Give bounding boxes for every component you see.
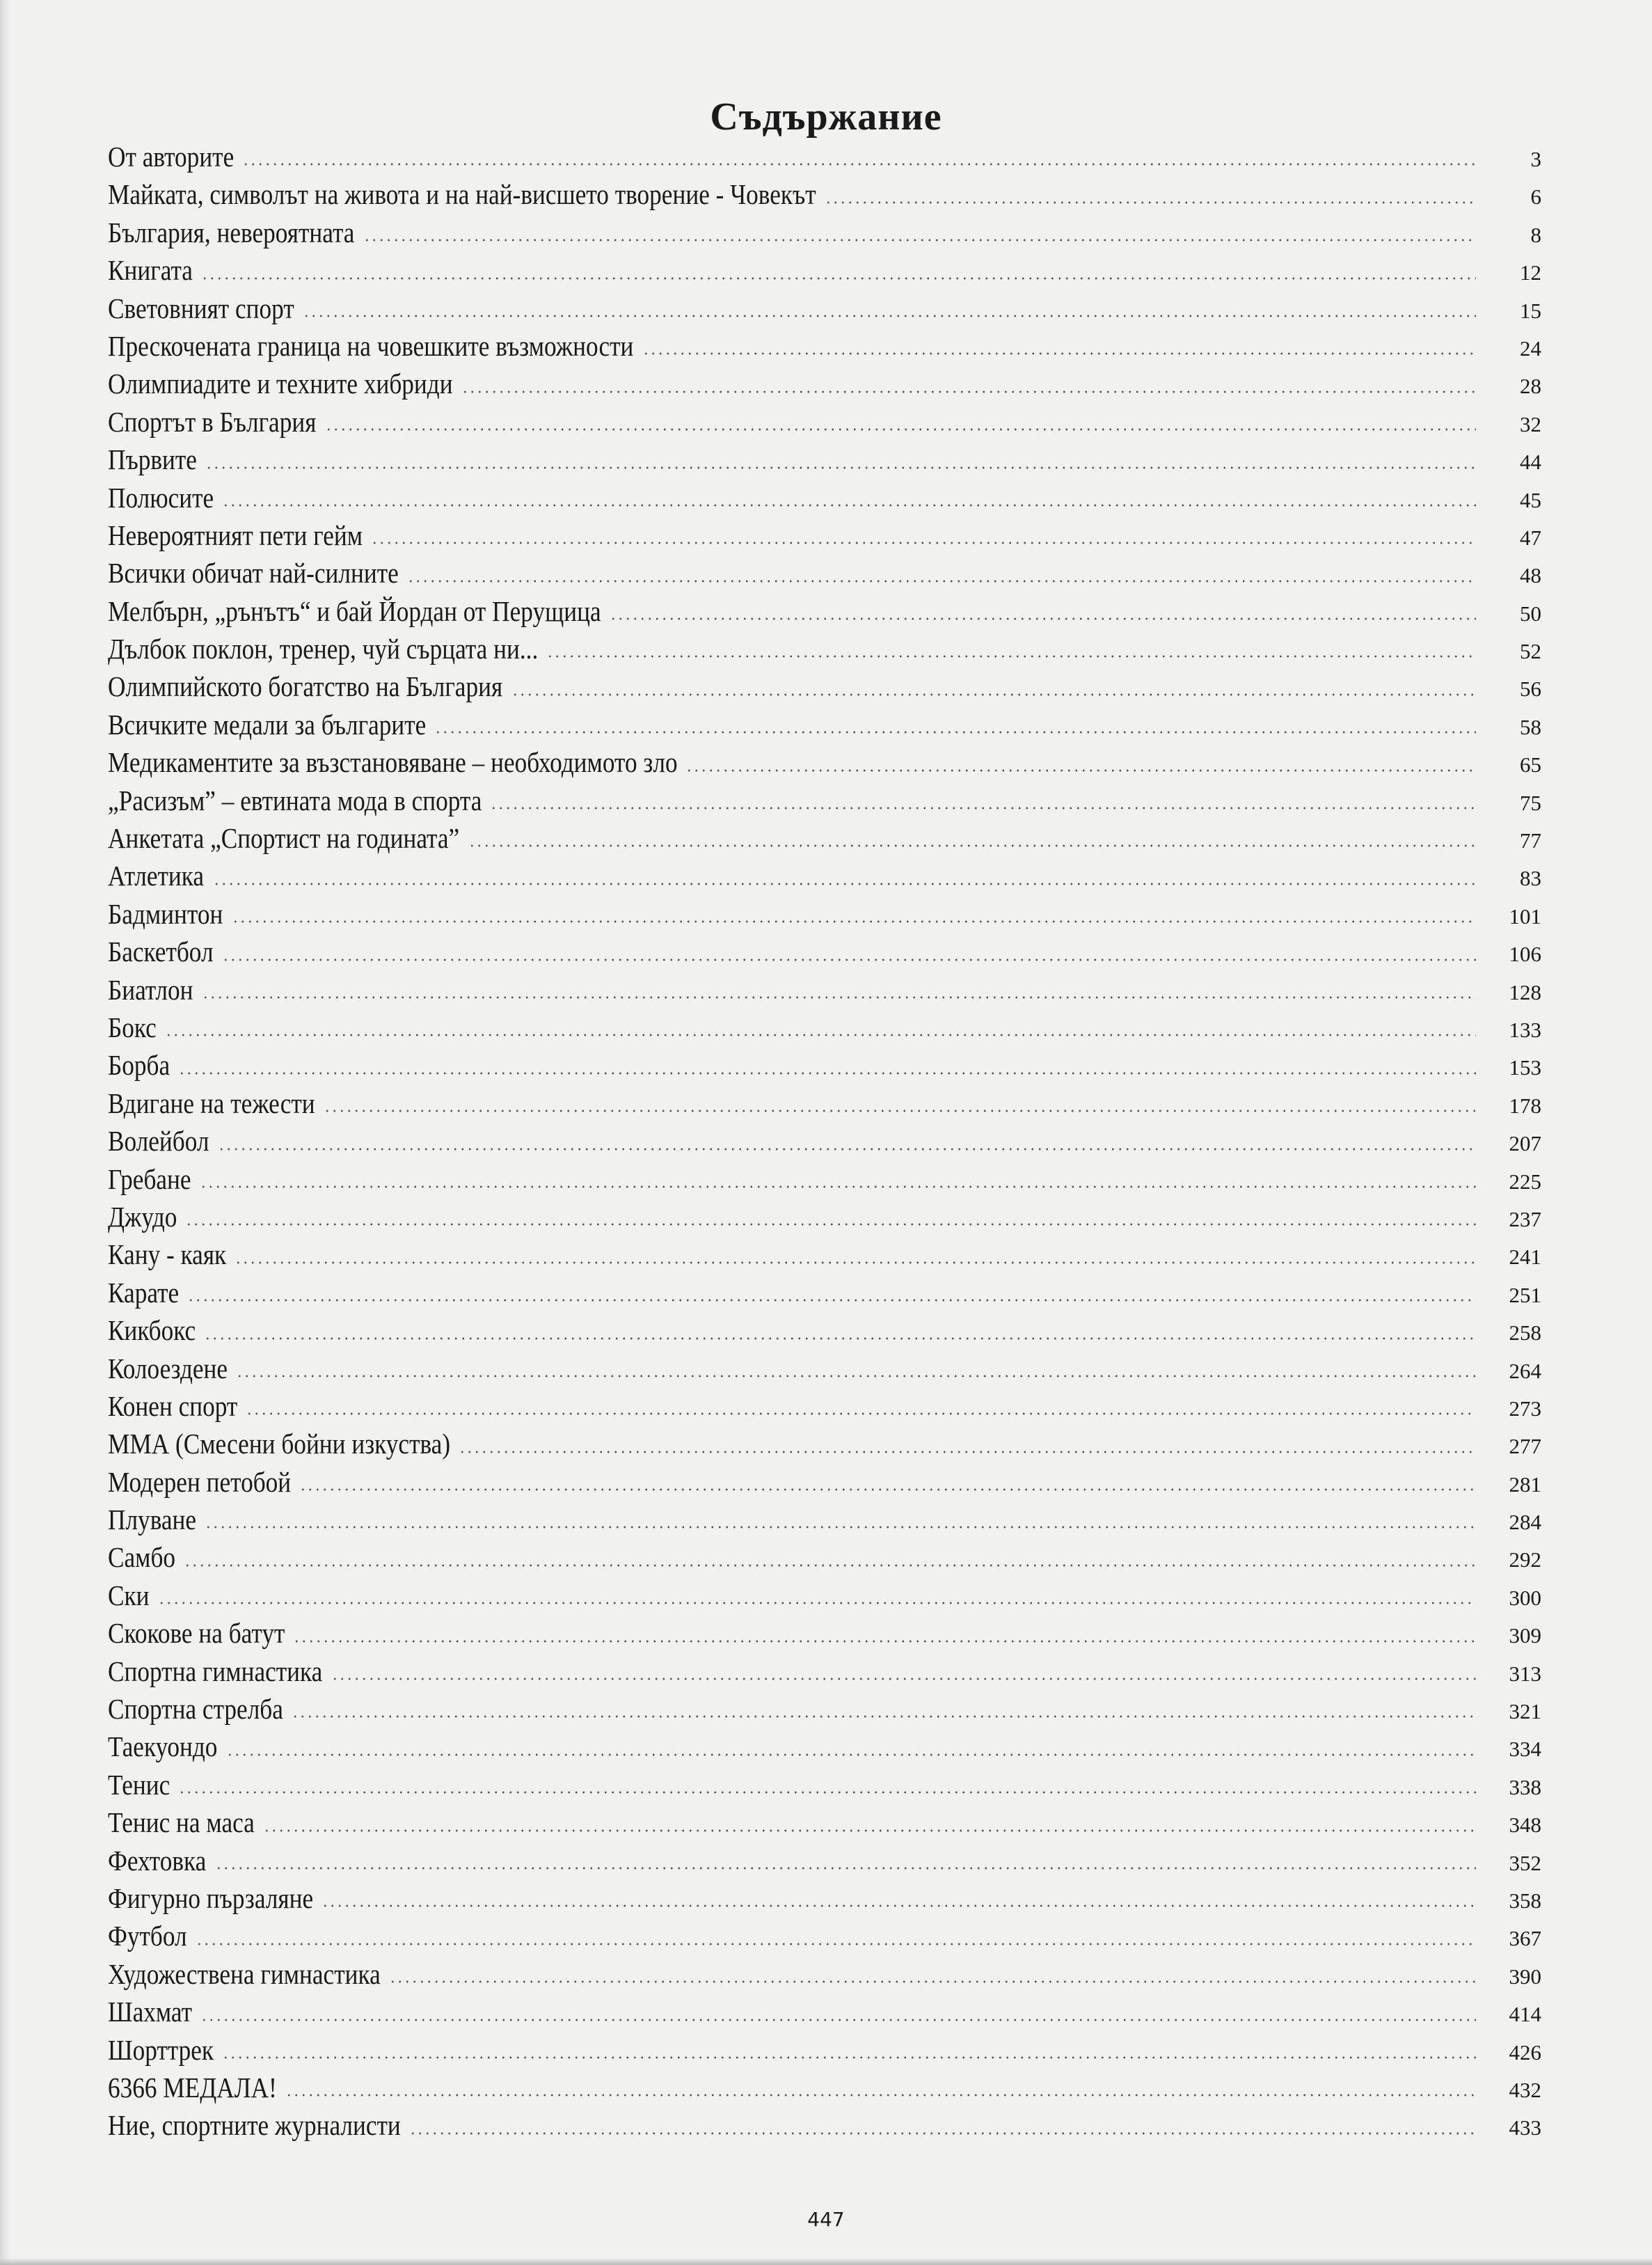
toc-entry[interactable] [108,668,1541,705]
page-gutter-shadow [0,0,10,2265]
dot-leader [371,542,1476,544]
dot-leader [178,1072,1476,1075]
toc-entry-page: 47 [1520,525,1541,550]
dot-leader [236,1375,1476,1378]
toc-entry-page: 309 [1509,1623,1541,1648]
toc-entry-page: 45 [1520,487,1541,512]
toc-entry-page: 277 [1509,1434,1541,1459]
toc-entry[interactable] [108,857,1541,894]
toc-entry[interactable] [108,1842,1541,1879]
toc-entry[interactable] [108,365,1541,402]
toc-entry[interactable] [108,971,1541,1009]
toc-entry-page: 237 [1509,1206,1541,1231]
toc-entry-title: Олимпийското богатство на България [108,670,503,703]
toc-entry[interactable] [108,1046,1541,1084]
toc-entry-page: 56 [1520,677,1541,702]
dot-leader [232,920,1476,923]
dot-leader [242,163,1476,166]
toc-entry-title: Плуване [108,1504,197,1536]
dot-leader [158,1602,1476,1604]
dot-leader [187,1299,1476,1302]
dot-leader [293,1640,1476,1643]
dot-leader [263,1829,1476,1832]
toc-entry-page: 352 [1509,1850,1541,1875]
toc-entry-title: Тенис на маса [108,1806,255,1839]
toc-entry-title: Джудо [108,1200,177,1233]
toc-entry[interactable] [108,251,1541,289]
toc-entry[interactable] [108,1425,1541,1462]
toc-entry-page: 273 [1509,1396,1541,1421]
toc-entry-title: Модерен петобой [108,1465,292,1498]
dot-leader [196,1943,1476,1946]
dot-leader [459,1451,1476,1453]
toc-entry-page: 414 [1509,2002,1541,2027]
toc-entry-title: Самбо [108,1541,176,1574]
toc-entry-page: 426 [1509,2039,1541,2065]
toc-entry[interactable] [108,1084,1541,1122]
toc-entry-page: 3 [1530,147,1541,171]
toc-entry[interactable] [108,706,1541,743]
toc-entry-page: 321 [1509,1699,1541,1724]
dot-leader [468,844,1476,847]
dot-leader [321,1904,1476,1907]
toc-entry[interactable] [108,1652,1541,1690]
dot-leader [200,1185,1476,1188]
toc-entry-title: Скокове на батут [108,1617,285,1650]
toc-entry-page: 153 [1509,1055,1541,1080]
toc-entry-title: От авторите [108,141,235,173]
dot-leader [434,731,1476,734]
toc-entry-title: Колоездене [108,1352,228,1384]
toc-entry-page: 207 [1509,1131,1541,1156]
toc-entry-title: Шорттрек [108,2033,214,2066]
toc-entry-title: Атлетика [108,860,205,892]
toc-entry[interactable] [108,1198,1541,1236]
dot-leader [325,428,1476,431]
toc-entry[interactable] [108,441,1541,478]
dot-leader [204,1337,1476,1340]
toc-entry-page: 338 [1509,1774,1541,1799]
toc-entry-title: „Расизъм” – евтината мода в спорта [108,784,482,816]
toc-entry-title: Анкетата „Спортист на годината” [108,822,460,855]
toc-entry-title: Всички обичат най-силните [108,557,399,590]
dot-leader [285,2094,1476,2097]
toc-entry[interactable] [108,1804,1541,1841]
toc-entry-page: 300 [1509,1585,1541,1610]
toc-entry-page: 281 [1509,1471,1541,1497]
toc-entry-title: Баскетбол [108,936,214,968]
toc-entry-page: 258 [1509,1320,1541,1345]
dot-leader [409,2132,1476,2135]
dot-leader [205,466,1476,469]
toc-entry[interactable] [108,782,1541,819]
toc-entry-title: Художествена гимнастика [108,1957,381,1990]
toc-entry-title: Кану - каяк [108,1238,227,1271]
dot-leader [213,883,1476,885]
toc-entry-page: 292 [1509,1547,1541,1572]
toc-entry-title: Шахмат [108,1996,193,2028]
toc-entry-title: Световният спорт [108,292,294,324]
toc-entry-title: Кикбокс [108,1314,196,1347]
toc-entry-title: Футбол [108,1920,187,1952]
toc-entry[interactable] [108,479,1541,516]
toc-entry[interactable] [108,1879,1541,1917]
toc-entry[interactable] [108,290,1541,327]
toc-entry-page: 58 [1520,714,1541,739]
toc-entry-page: 50 [1520,601,1541,626]
toc-entry-title: Бадминтон [108,897,223,930]
toc-entry[interactable] [108,2069,1541,2106]
toc-entry[interactable] [108,1350,1541,1387]
toc-entry[interactable] [108,1538,1541,1576]
toc-entry-title: Тенис [108,1768,170,1801]
toc-entry[interactable] [108,1160,1541,1198]
toc-entry[interactable] [108,1463,1541,1501]
dot-leader [202,996,1476,999]
toc-entry-page: 8 [1530,222,1541,247]
toc-entry[interactable] [108,1728,1541,1765]
dot-leader [546,655,1476,658]
dot-leader [226,1753,1476,1756]
toc-entry[interactable] [108,1766,1541,1804]
toc-entry-page: 44 [1520,450,1541,475]
dot-leader [222,958,1476,961]
toc-entry[interactable] [108,1009,1541,1046]
toc-entry-title: Олимпиадите и техните хибриди [108,368,453,400]
toc-entry-title: Ние, спортните журналисти [108,2109,401,2142]
page-title: Съдържание [710,95,942,139]
toc-entry-title: ММА (Смесени бойни изкуства) [108,1428,451,1460]
toc-entry[interactable] [108,516,1541,554]
toc-entry-page: 6 [1530,184,1541,210]
toc-entry[interactable] [108,1955,1541,1993]
dot-leader [511,693,1476,696]
toc-entry-title: Полюсите [108,481,214,514]
toc-entry[interactable] [108,743,1541,781]
toc-entry[interactable] [108,403,1541,441]
toc-entry-title: 6366 МЕДАЛА! [108,2071,277,2104]
dot-leader [185,1223,1476,1226]
toc-entry[interactable] [108,630,1541,668]
toc-entry-title: Волейбол [108,1125,209,1158]
dot-leader [246,1412,1476,1415]
dot-leader [184,1564,1476,1567]
toc-entry-title: Таекуондо [108,1730,218,1763]
toc-entry[interactable] [108,1311,1541,1349]
toc-entry[interactable] [108,1274,1541,1311]
toc-entry[interactable] [108,1236,1541,1273]
toc-entry-title: Вдигане на тежести [108,1087,315,1119]
toc-entry[interactable] [108,554,1541,592]
table-of-contents [108,138,1541,2145]
dot-leader [292,1715,1476,1718]
toc-entry[interactable] [108,175,1541,213]
dot-leader [201,277,1476,280]
dot-leader [685,769,1476,772]
dot-leader [178,1791,1476,1794]
toc-entry-page: 358 [1509,1888,1541,1913]
toc-entry-page: 225 [1509,1169,1541,1194]
toc-entry-page: 15 [1520,298,1541,323]
toc-entry[interactable] [108,2106,1541,2144]
dot-leader [331,1678,1476,1680]
toc-entry-page: 77 [1520,828,1541,853]
toc-entry-title: Невероятният пети гейм [108,519,363,551]
toc-entry-title: Гребане [108,1162,191,1195]
toc-entry-title: Дълбок поклон, тренер, чуй сърцата ни... [108,633,539,665]
dot-leader [218,1148,1476,1151]
toc-entry-page: 65 [1520,752,1541,778]
toc-entry-page: 32 [1520,411,1541,436]
toc-entry-title: Бокс [108,1011,157,1043]
dot-leader [324,1110,1476,1112]
toc-entry-page: 284 [1509,1510,1541,1535]
dot-leader [303,315,1476,317]
dot-leader [461,390,1476,393]
toc-entry-page: 264 [1509,1358,1541,1383]
toc-entry-title: Първите [108,443,197,476]
toc-entry[interactable] [108,592,1541,630]
toc-entry-title: Фигурно пързаляне [108,1881,314,1914]
toc-entry[interactable] [108,1993,1541,2030]
toc-entry[interactable] [108,138,1541,175]
toc-entry-page: 24 [1520,336,1541,361]
toc-entry[interactable] [108,214,1541,251]
toc-entry-title: Майката, символът на живота и на най-висшето творение - Човекът [108,178,816,211]
toc-entry-page: 432 [1509,2077,1541,2102]
toc-entry-page: 12 [1520,260,1541,285]
toc-entry[interactable] [108,1614,1541,1652]
dot-leader [235,1261,1476,1264]
dot-leader [610,617,1476,620]
toc-entry-title: Всичките медали за българите [108,708,427,741]
toc-entry-title: Фехтовка [108,1844,207,1877]
toc-entry[interactable] [108,933,1541,970]
page-bottom-edge [0,2258,1652,2265]
toc-entry-page: 178 [1509,1093,1541,1118]
toc-entry[interactable] [108,895,1541,933]
toc-entry-page: 28 [1520,374,1541,399]
dot-leader [222,504,1476,507]
toc-entry-title: Ски [108,1579,150,1611]
toc-entry-page: 390 [1509,1964,1541,1989]
toc-entry[interactable] [108,2031,1541,2069]
page-number: 447 [807,2208,845,2231]
dot-leader [165,1034,1476,1036]
dot-leader [407,580,1476,583]
toc-entry-page: 133 [1509,1017,1541,1042]
toc-entry-title: Спортът в България [108,405,317,438]
toc-entry-page: 241 [1509,1245,1541,1270]
toc-entry-title: Прескочената граница на човешките възможности [108,329,634,362]
toc-entry-title: Мелбърн, „рънътъ“ и бай Йордан от Перущица [108,594,601,627]
toc-entry-page: 348 [1509,1813,1541,1838]
dot-leader [200,2019,1476,2021]
toc-entry-title: Борба [108,1049,170,1082]
dot-leader [490,807,1476,810]
toc-entry-title: Спортна стрелба [108,1693,283,1726]
toc-entry-page: 367 [1509,1926,1541,1951]
dot-leader [825,201,1476,204]
dot-leader [215,1867,1476,1870]
toc-entry-title: България, невероятната [108,216,355,248]
toc-entry[interactable] [108,1387,1541,1425]
toc-entry-title: Конен спорт [108,1389,238,1422]
toc-entry-page: 52 [1520,639,1541,664]
toc-entry-page: 101 [1509,903,1541,929]
dot-leader [299,1488,1476,1491]
toc-entry-page: 433 [1509,2115,1541,2140]
toc-entry-page: 334 [1509,1737,1541,1762]
toc-entry-title: Книгата [108,254,193,287]
toc-entry-page: 251 [1509,1282,1541,1307]
toc-entry[interactable] [108,819,1541,857]
toc-entry-page: 83 [1520,866,1541,891]
dot-leader [363,239,1476,242]
dot-leader [222,2056,1476,2059]
toc-entry[interactable] [108,1917,1541,1955]
toc-entry[interactable] [108,1501,1541,1538]
toc-entry-title: Биатлон [108,973,193,1006]
toc-entry-title: Карате [108,1276,180,1309]
toc-entry-page: 313 [1509,1661,1541,1686]
dot-leader [389,1980,1476,1983]
toc-entry-title: Спортна гимнастика [108,1655,323,1687]
toc-entry-page: 48 [1520,563,1541,588]
toc-entry[interactable] [108,1122,1541,1160]
toc-entry-page: 106 [1509,942,1541,967]
toc-entry[interactable] [108,1690,1541,1728]
toc-entry[interactable] [108,1577,1541,1614]
toc-entry-title: Медикаментите за възстановяване – необходимото зло [108,746,678,779]
dot-leader [205,1526,1476,1529]
toc-entry-page: 75 [1520,790,1541,815]
toc-entry-page: 128 [1509,979,1541,1004]
dot-leader [642,352,1476,355]
toc-entry[interactable] [108,327,1541,365]
